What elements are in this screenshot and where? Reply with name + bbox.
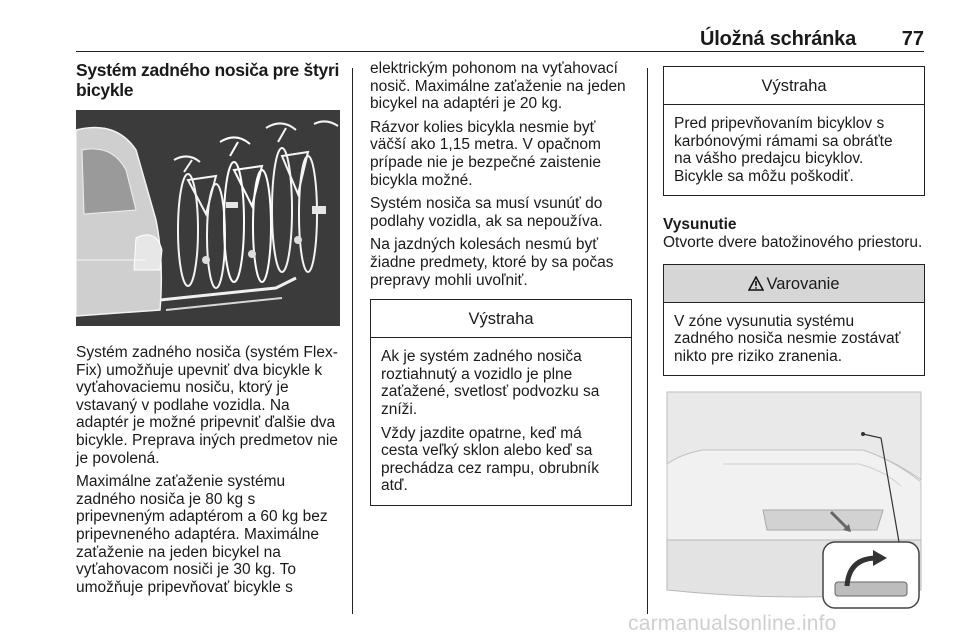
caution-heading: Výstraha (664, 67, 924, 105)
header-rule (76, 51, 924, 52)
bicycle-carrier-illustration (76, 110, 340, 326)
body-paragraph: Rázvor kolies bicykla nesmie byť väčší ako 1,15 metra. V opačnom prípade nie je bezpečné zaistenie bicykla možné. (370, 118, 601, 189)
column-divider-1 (352, 68, 353, 614)
column-3 (663, 60, 925, 612)
body-paragraph: elektrickým pohonom na vyťahovací nosič. Maximálne zaťaženie na jeden bicykel na adaptéri je 20 kg. (370, 60, 626, 113)
column-divider-2 (647, 68, 648, 614)
caution-text: Pred pripevňovaním bicyklov s karbónovými rámami sa obráťte na vášho predajcu bicyklov. Bicykle sa môžu poškodiť. (674, 115, 893, 185)
warning-heading-bar (664, 265, 924, 303)
body-paragraph: Maximálne zaťaženie systému zadného nosiča je 80 kg s pripevneným adaptérom a 60 kg bez pripevneného adaptéra. Maximálne zaťaženie na jeden bicykel na vyťahovacom nosiči je 30 kg. To umožňuje pripevňovať bicykle s (76, 473, 328, 596)
warning-text: V zóne vysunutia systému zadného nosiča nesmie zostávať nikto pre riziko zranenia. (674, 312, 901, 365)
warning-triangle-icon (748, 276, 764, 291)
warning-box (663, 264, 925, 377)
caution-box (370, 299, 632, 506)
instruction-text: Otvorte dvere batožinového priestoru. (663, 233, 923, 251)
page-number: 77 (901, 28, 924, 50)
body-paragraph: Systém zadného nosiča (systém Flex-Fix) umožňuje upevniť dva bicykle k vyťahovaciemu nosiču, ktorý je vstavaný v podlahe vozidla. Na adaptér je možné pripevniť ďalšie dva bicykle. Preprava iných predmetov nie je povolená. (76, 344, 338, 467)
caution-text: Vždy jazdite opatrne, keď má cesta veľký sklon alebo keď sa prechádza cez rampu, obrubník atď. (381, 424, 599, 495)
column-1 (76, 60, 342, 602)
watermark: carmanualsonline.info (628, 612, 837, 635)
page-title: Úložná schránka (700, 28, 856, 50)
warning-heading: Varovanie (766, 274, 840, 293)
page-header (76, 28, 924, 50)
subheading: Vysunutie (663, 216, 737, 234)
trunk-bumper-illustration (663, 390, 925, 612)
body-paragraph: Systém nosiča sa musí vsunúť do podlahy vozidla, ak sa nepoužíva. (370, 195, 603, 230)
caution-heading: Výstraha (371, 300, 631, 338)
body-paragraph: Na jazdných kolesách nesmú byť žiadne predmety, ktoré by sa počas prepravy mohli uvoľniť. (370, 236, 614, 289)
column-2 (370, 60, 632, 520)
caution-box (663, 66, 925, 196)
caution-text: Ak je systém zadného nosiča roztiahnutý a vozidlo je plne zaťažené, svetlosť podvozku sa zníži. (381, 348, 600, 418)
section-title: Systém zadného nosiča pre štyri bicykle (76, 60, 340, 100)
